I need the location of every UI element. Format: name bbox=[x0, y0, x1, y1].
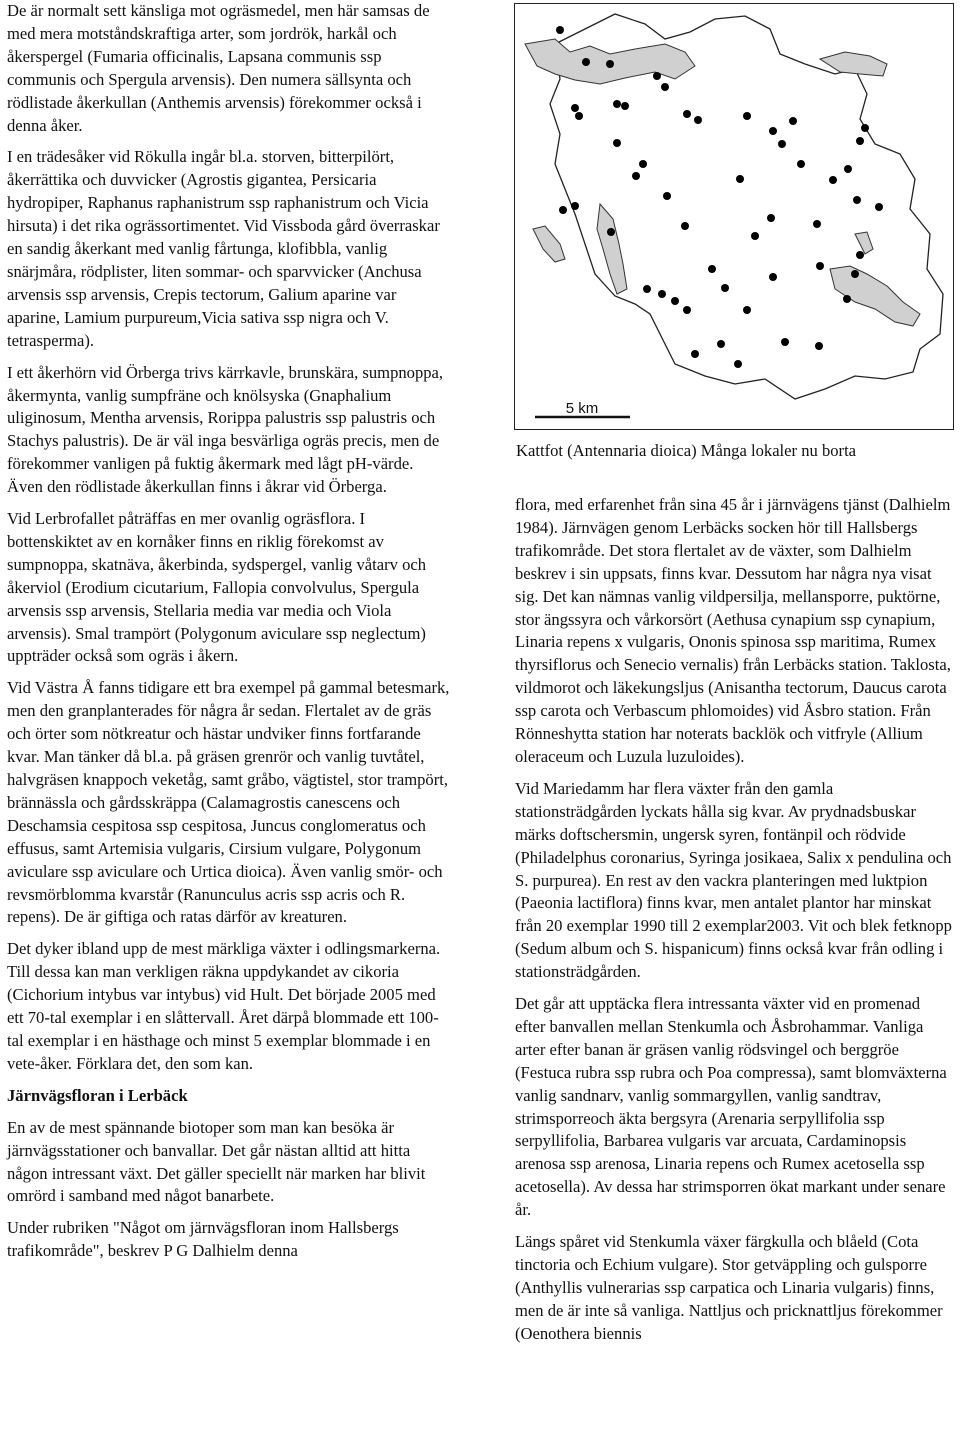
lake bbox=[830, 266, 920, 326]
occurrence-dot bbox=[613, 100, 621, 108]
occurrence-dot bbox=[571, 202, 579, 210]
occurrence-dot bbox=[606, 60, 614, 68]
occurrence-dot bbox=[607, 228, 615, 236]
occurrence-dot bbox=[816, 262, 824, 270]
occurrence-dot bbox=[708, 265, 716, 273]
occurrence-dot bbox=[856, 251, 864, 259]
occurrence-dot bbox=[851, 270, 859, 278]
occurrence-dot bbox=[815, 342, 823, 350]
right-column bbox=[515, 494, 953, 1355]
occurrence-dot bbox=[613, 139, 621, 147]
map-caption: Kattfot (Antennaria dioica) Många lokaler nu borta bbox=[516, 441, 857, 460]
paragraph: Det dyker ibland upp de mest märkliga växter i odlingsmarkerna. Till dessa kan man verkligen räkna uppdykandet av cikoria (Cichorium intybus var intybus) vid Hult. Det började 2005 med ett 70-tal exemplar i en slåttervall. Året därpå blommade ett 100-tal exemplar i en hästhage och minst 5 exemplar blommade i en vete-åker. Förklara det, den som kan. bbox=[7, 939, 441, 1073]
paragraph: I ett åkerhörn vid Örberga trivs kärrkavle, brunskära, sumpnoppa, åkermynta, vanlig sumpfräne och knölsyska (Gnaphalium uliginosum, Mentha arvensis, Rorippa palustris ssp palustris och Stachys palustris). De är väl inga besvärliga ogräs precis, men de förekommer vanligen på fuktig åkermark med lågt pH-värde. Även den rödlistade åkerkullan finns i åkrar vid Örberga. bbox=[7, 362, 444, 497]
scale-label: 5 km bbox=[565, 400, 599, 417]
occurrence-dot bbox=[856, 137, 864, 145]
occurrence-dot bbox=[789, 117, 797, 125]
occurrence-dot bbox=[734, 360, 742, 368]
occurrence-dot bbox=[691, 350, 699, 358]
occurrence-dot bbox=[736, 175, 744, 183]
occurrence-dot bbox=[643, 285, 651, 293]
occurrence-dot bbox=[813, 220, 821, 228]
paragraph: flora, med erfarenhet från sina 45 år i järnvägens tjänst (Dalhielm 1984). Järnvägen genom Lerbäcks socken hör till Hallsbergs trafikområde. Det stora flertalet av de växter, som Dalhielm beskrev i sin uppsats, finns kvar. Dessutom har några nya visat sig. Det kan nämnas vanlig vildpersilja, mellansporre, puktörne, stor ängssyra och vårkorsört (Aethusa cynapium ssp cynapium, Linaria repens x vulgaris, Ononis spinosa ssp maritima, Rumex thyrsiflorus och Senecio vernalis) från Lerbäcks station. Taklosta, vildmorot och läkekungsljus (Anisantha tectorum, Daucus carota ssp carota och Verbascum phlomoides) vid Åsbro station. Från Rönneshytta station har noterats backlök och vitfryle (Allium oleraceum och Luzula luzuloides). bbox=[515, 495, 951, 766]
section-heading: Järnvägsfloran i Lerbäck bbox=[7, 1085, 188, 1105]
paragraph: En av de mest spännande biotoper som man kan besöka är järnvägsstationer och banvallar. Det går nästan alltid att hitta någon intressant växt. Det gäller speciellt när marken har blivit omrörd i samband med något banarbete. bbox=[7, 1117, 426, 1206]
lake bbox=[533, 226, 565, 262]
paragraph: Vid Lerbrofallet påträffas en mer ovanlig ogräsflora. I bottenskiktet av en kornåker finns en riklig förekomst av sumpnoppa, skatnäva, åkerbinda, sydspergel, vanlig våtarv och åkerviol (Erodium cicutarium, Fallopia convolvulus, Spergula arvensis ssp arvensis, Stellaria media var media och Viola arvensis). Smal trampört (Polygonum aviculare ssp neglectum) uppträder också som ogräs i åkern. bbox=[7, 509, 427, 666]
occurrence-dot bbox=[717, 340, 725, 348]
occurrence-dot bbox=[683, 306, 691, 314]
paragraph: Under rubriken "Något om järnvägsfloran inom Hallsbergs trafikområde", beskrev P G Dalhielm denna bbox=[7, 1218, 399, 1261]
occurrence-dot bbox=[671, 297, 679, 305]
occurrence-dot bbox=[658, 290, 666, 298]
occurrence-dot bbox=[743, 306, 751, 314]
lake bbox=[855, 232, 873, 254]
occurrence-dot bbox=[853, 196, 861, 204]
occurrence-dot bbox=[829, 176, 837, 184]
paragraph: I en trädesåker vid Rökulla ingår bl.a. storven, bitterpilört, åkerrättika och duvvicker (Agrostis gigantea, Persicaria hydropiper, Raphanus raphanistrum ssp raphanistrum och Vicia hirsuta) i det rika ogrässortimentet. Vid Vissboda gård överraskar en sandig åkerkant med vanlig fårtunga, klofibbla, vanlig snärjmåra, rödplister, liten sommar- och sparvvicker (Anchusa arvensis ssp arvensis, Crepis tectorum, Galium aparine var aparine, Lamium purpureum,Vicia sativa ssp nigra och V. tetrasperma). bbox=[7, 147, 440, 350]
occurrence-dot bbox=[743, 112, 751, 120]
occurrence-dot bbox=[875, 203, 883, 211]
occurrence-dot bbox=[767, 214, 775, 222]
occurrence-dot bbox=[663, 192, 671, 200]
occurrence-dot bbox=[653, 72, 661, 80]
paragraph: Det går att upptäcka flera intressanta växter vid en promenad efter banvallen mellan Stenkumla och Åsbrohammar. Vanliga arter efter banan är gräsen vanlig rödsvingel och berggröe (Festuca rubra ssp rubra och Poa compressa), samt blomväxterna vanlig sandnarv, vanlig sommargyllen, vanlig sandtrav, strimsporreoch äkta bergsyra (Arenaria serpyllifolia ssp serpyllifolia, Barbarea vulgaris var arcuata, Cardaminopsis arenosa ssp arenosa, Linaria repens och Rumex acetosella ssp acetosella). Av dessa har strimsporren ökat markant under senare år. bbox=[515, 994, 947, 1220]
occurrence-dot bbox=[721, 284, 729, 292]
occurrence-dot bbox=[683, 110, 691, 118]
paragraph: Längs spåret vid Stenkumla växer färgkulla och blåeld (Cota tinctoria och Echium vulgare). Stor getväppling och gulsporre (Anthyllis vulnerarias ssp carpatica och Linaria vulgaris) finns, men de är inte så vanliga. Nattljus och pricknattljus förekommer (Oenothera biennis bbox=[515, 1232, 943, 1343]
occurrence-dot bbox=[571, 104, 579, 112]
occurrence-dot bbox=[797, 160, 805, 168]
occurrence-dot bbox=[751, 232, 759, 240]
distribution-map bbox=[514, 3, 954, 430]
occurrence-dot bbox=[844, 165, 852, 173]
paragraph: Vid Västra Å fanns tidigare ett bra exempel på gammal betesmark, men den granplanterades för några år sedan. Flertalet av de gräs och örter som nötkreatur och hästar undviker finns fortfarande kvar. Man tänker då bl.a. på gräsen grenrör och vanlig tuvtåtel, halvgräsen knappoch veketåg, samt gråbo, vägtistel, stor trampört, brännässla och gårdsskräppa (Calamagrostis canescens och Deschamsia cespitosa ssp cespitosa, Juncus conglomeratus och effusus, samt Artemisia vulgaris, Cirsium vulgare, Polygonum aviculare ssp aviculare och Urtica dioica). Även vanlig smör- och revsmörblomma kvarstår (Ranunculus acris ssp acris och R. repens). De är giftiga och ratas därför av kreaturen. bbox=[7, 678, 450, 927]
occurrence-dot bbox=[621, 102, 629, 110]
paragraph: De är normalt sett känsliga mot ogräsmedel, men här samsas de med mera motståndskraftiga arter, som jordrök, harkål och åkerspergel (Fumaria officinalis, Lapsana communis ssp communis och Spergula arvensis). Den numera sällsynta och rödlistade åkerkullan (Anthemis arvensis) förekommer också i denna åker. bbox=[7, 1, 430, 135]
occurrence-dot bbox=[778, 140, 786, 148]
occurrence-dot bbox=[661, 83, 669, 91]
map-svg bbox=[515, 4, 953, 429]
occurrence-dot bbox=[781, 338, 789, 346]
occurrence-dot bbox=[559, 206, 567, 214]
left-column bbox=[7, 0, 452, 1272]
occurrence-dot bbox=[694, 116, 702, 124]
occurrence-dot bbox=[843, 295, 851, 303]
occurrence-dot bbox=[769, 127, 777, 135]
occurrence-dot bbox=[639, 160, 647, 168]
occurrence-dot bbox=[632, 172, 640, 180]
occurrence-dot bbox=[582, 58, 590, 66]
paragraph: Vid Mariedamm har flera växter från den gamla stationsträdgården lyckats hålla sig kvar. Av prydnadsbuskar märks doftschersmin, ungersk syren, fontänpil och rödvide (Philadelphus coronarius, Syringa josikaea, Salix x pendulina och S. purpurea). En rest av den vackra planteringen med luktpion (Paeonia lactiflora) finns kvar, men antalet plantor har minskat från 20 exemplar 1990 till 2 exemplar2003. Vit och blek fetknopp (Sedum album och S. hispanicum) finns också kvar från odling i stationsträdgården. bbox=[515, 778, 952, 982]
occurrence-dot bbox=[681, 222, 689, 230]
occurrence-dot bbox=[861, 124, 869, 132]
occurrence-dot bbox=[769, 273, 777, 281]
occurrence-dot bbox=[556, 26, 564, 34]
occurrence-dot bbox=[575, 112, 583, 120]
